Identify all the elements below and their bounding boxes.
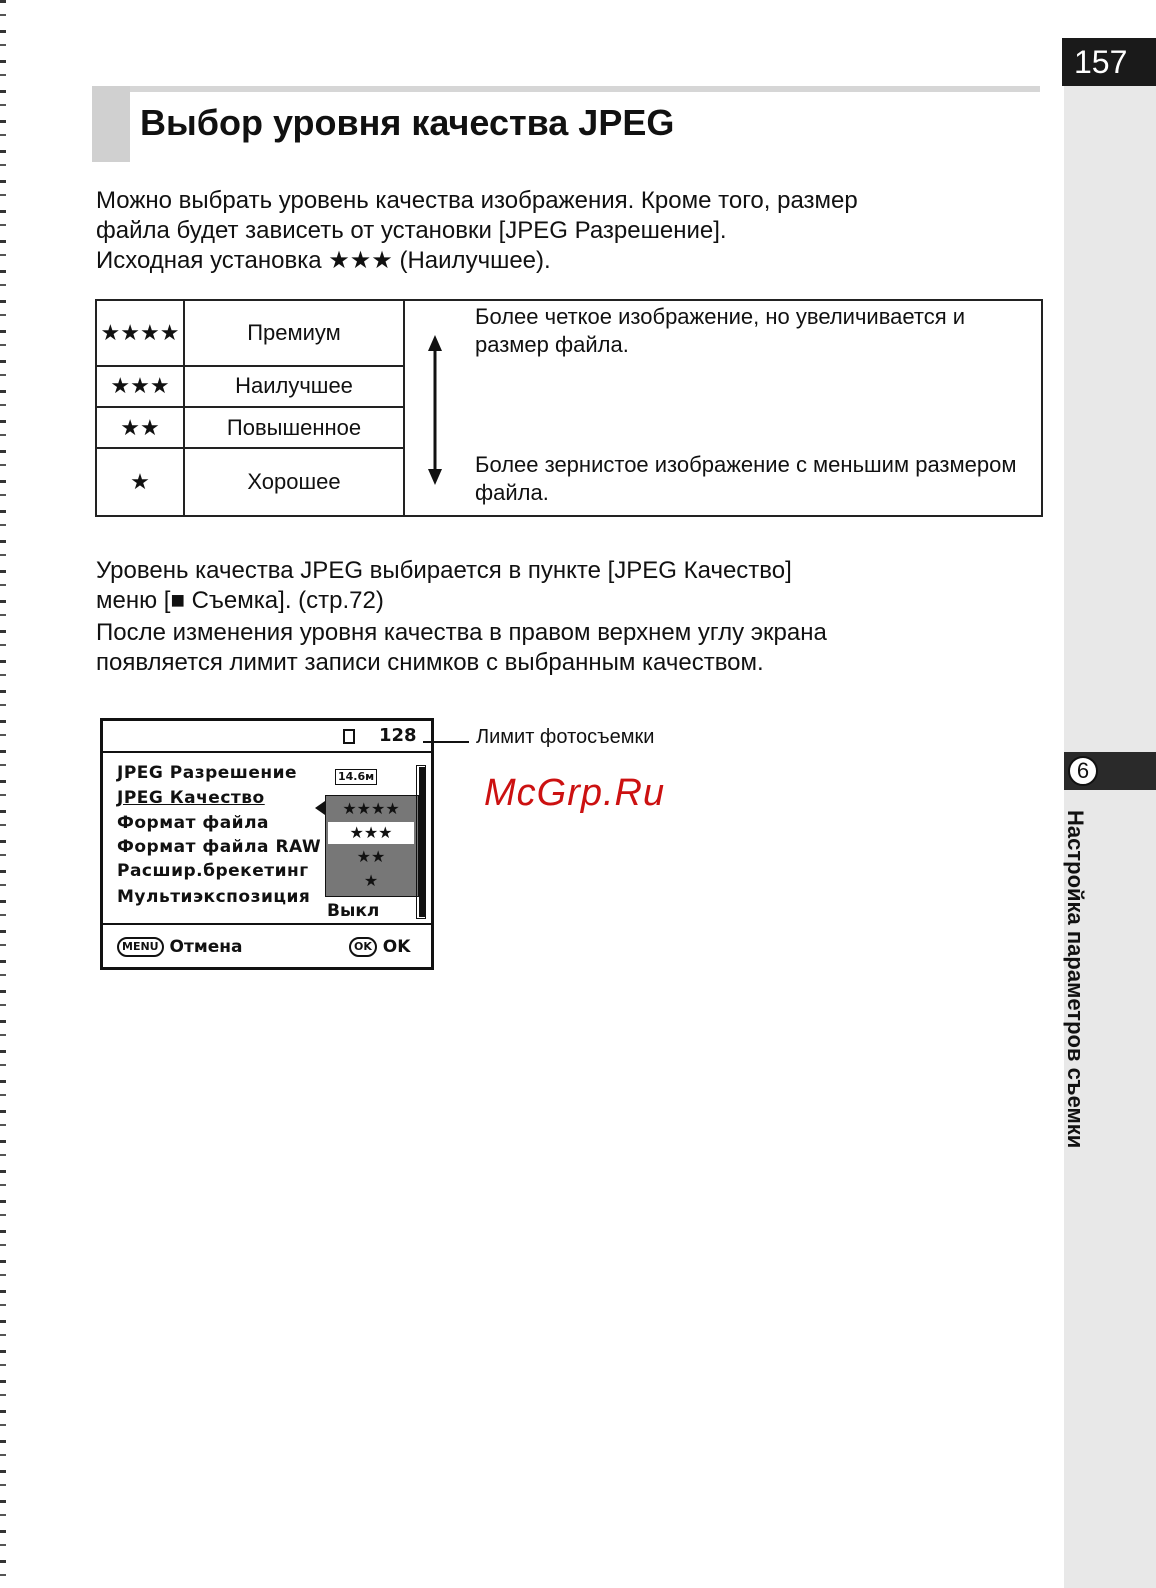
quality-table (95, 299, 1043, 517)
quality-name: Повышенное (184, 407, 404, 448)
multi-exposure-value: Выкл (327, 901, 380, 921)
quality-options (325, 795, 419, 897)
ok-label: OK (382, 937, 411, 957)
watermark: McGrp.Ru (484, 772, 666, 814)
menu-item-multi-exposure[interactable]: Мультиэкспозиция (117, 887, 311, 907)
menu-item-file-format[interactable]: Формат файла (117, 813, 270, 833)
resolution-value: 14.6м (335, 769, 377, 785)
menu-item-jpeg-quality[interactable]: JPEG Качество (117, 788, 265, 808)
scan-edge (0, 0, 6, 1588)
quality-name: Премиум (184, 300, 404, 366)
shots-remaining: 128 (379, 725, 417, 746)
size-arrow-icon (425, 335, 445, 485)
cancel-hint[interactable] (117, 937, 242, 957)
shots-limit-callout: Лимит фотосъемки (476, 726, 655, 748)
quality-name: Хорошее (184, 448, 404, 516)
chapter-number: 6 (1068, 756, 1098, 786)
scrollbar[interactable] (419, 767, 425, 917)
title-accent (92, 86, 130, 162)
ok-hint[interactable] (349, 937, 410, 957)
stars-cell: ★★ (96, 407, 184, 448)
option-premium[interactable]: ★★★★ (342, 799, 400, 818)
memory-card-icon (343, 729, 355, 744)
description-cell (404, 300, 1042, 516)
description-bottom: Более зернистое изображение с меньшим размером файла. (475, 452, 1017, 505)
menu-key-icon: MENU (117, 937, 164, 957)
intro-line-2: файла будет зависеть от установки [JPEG Разрешение]. (96, 217, 727, 244)
page-title: Выбор уровня качества JPEG (140, 102, 675, 143)
stars-cell: ★ (96, 448, 184, 516)
stars-cell: ★★★ (96, 366, 184, 407)
screen-header (103, 721, 431, 753)
selection-pointer-icon (315, 801, 325, 815)
screen-footer (103, 923, 431, 969)
menu-item-raw-format[interactable]: Формат файла RAW (117, 837, 322, 857)
intro-line-3: Исходная установка ★★★ (Наилучшее). (96, 247, 551, 274)
table-row (96, 300, 1042, 366)
page-number: 157 (1062, 38, 1156, 86)
option-better[interactable]: ★★ (356, 847, 386, 866)
ok-key-icon: OK (349, 937, 377, 957)
chapter-title: Настройка параметров съемки (1063, 810, 1088, 1149)
cancel-label: Отмена (169, 937, 243, 957)
callout-line (423, 741, 469, 743)
menu-item-bracketing[interactable]: Расшир.брекетинг (117, 861, 309, 881)
camera-menu-screen (100, 718, 434, 970)
intro-line-1: Можно выбрать уровень качества изображения. Кроме того, размер (96, 187, 858, 214)
quality-name: Наилучшее (184, 366, 404, 407)
body-line-3: После изменения уровня качества в правом верхнем углу экрана (96, 619, 827, 646)
menu-item-jpeg-resolution[interactable]: JPEG Разрешение (117, 763, 298, 783)
option-best[interactable]: ★★★ (328, 822, 414, 844)
stars-cell: ★★★★ (96, 300, 184, 366)
option-good[interactable]: ★ (363, 871, 379, 890)
description-top: Более четкое изображение, но увеличивается и размер файла. (475, 304, 966, 357)
body-line-2: меню [■ Съемка]. (стр.72) (96, 587, 384, 614)
body-line-1: Уровень качества JPEG выбирается в пункте [JPEG Качество] (96, 557, 792, 584)
body-line-4: появляется лимит записи снимков с выбранным качеством. (96, 649, 764, 676)
